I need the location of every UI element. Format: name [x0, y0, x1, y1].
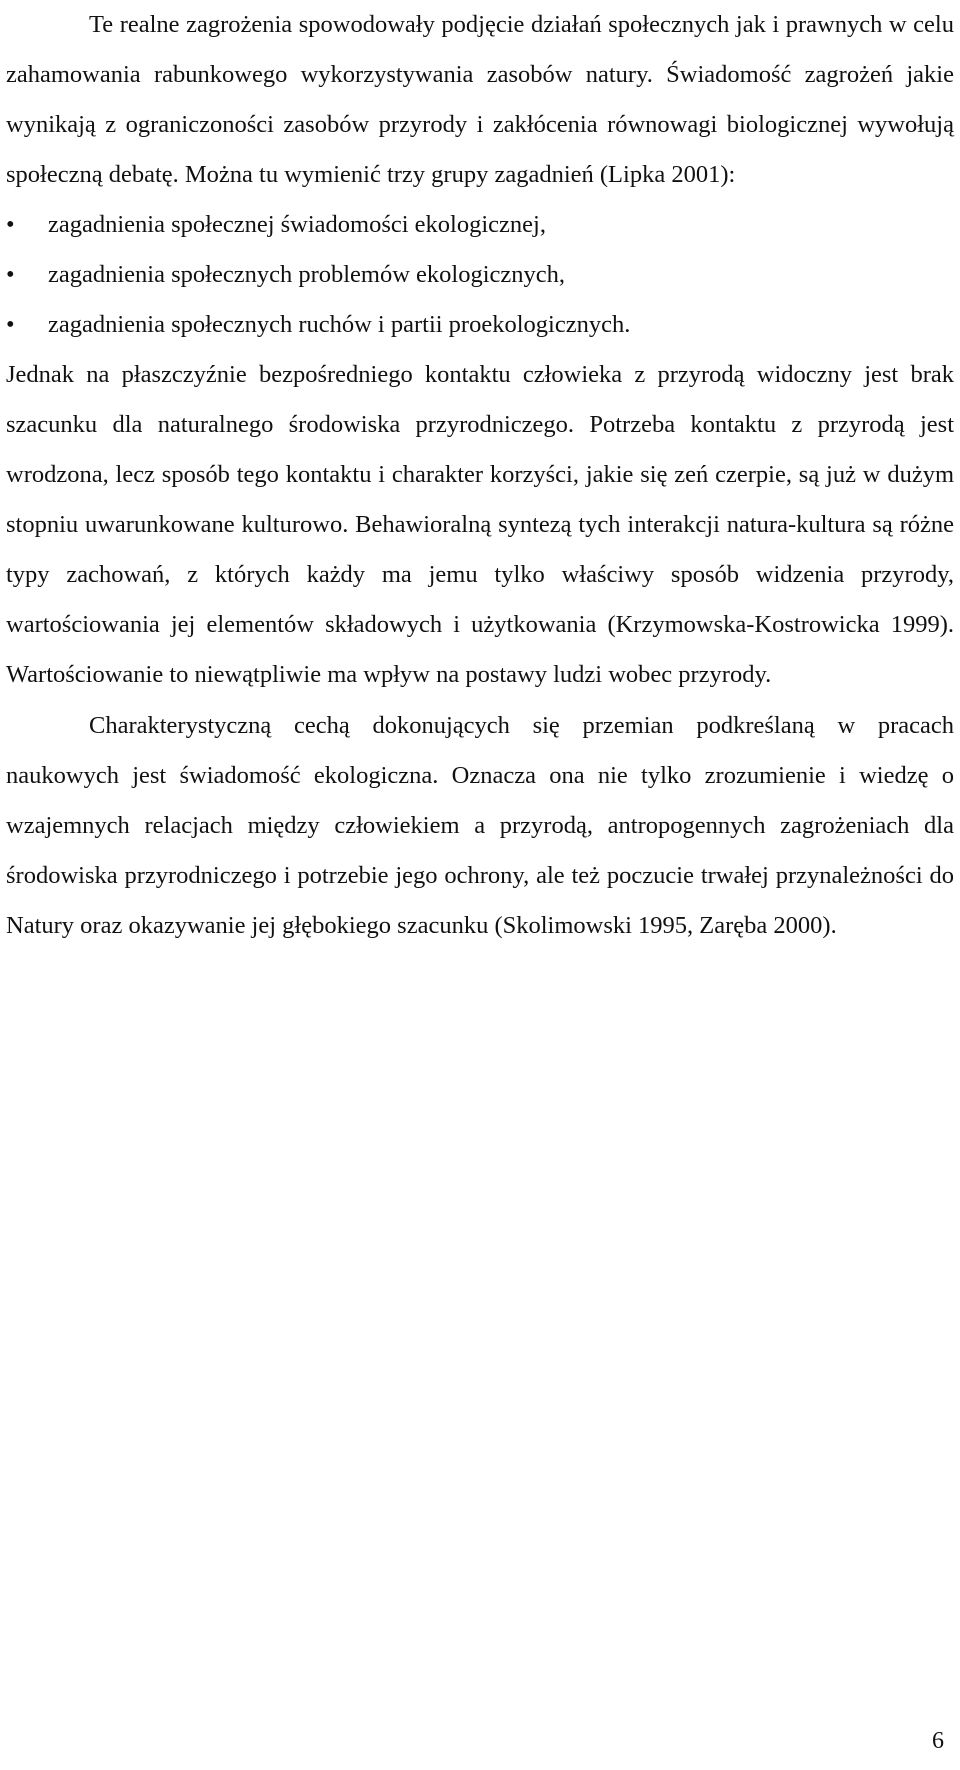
list-item	[6, 200, 954, 250]
paragraph-contact: Jednak na płaszczyźnie bezpośredniego kontaktu człowieka z przyrodą widoczny jest brak szacunku dla naturalnego środowiska przyrodniczego. Potrzeba kontaktu z przyrodą jest wrodzona, lecz sposób tego kontaktu i charakter korzyści, jakie się zeń czerpie, są już w dużym stopniu uwarunkowane kulturowo. Behawioralną syntezą tych interakcji natura-kultura są różne typy zachowań, z których każdy ma jemu tylko właściwy sposób widzenia przyrody, wartościowania jej elementów składowych i użytkowania (Krzymowska-Kostrowicka 1999). Wartościowanie to niewątpliwie ma wpływ na postawy ludzi wobec przyrody.	[6, 361, 954, 688]
bullet-icon: •	[6, 211, 15, 238]
list-item	[6, 300, 954, 350]
paragraph-intro: Te realne zagrożenia spowodowały podjęcie działań społecznych jak i prawnych w celu zahamowania rabunkowego wykorzystywania zasobów natury. Świadomość zagrożeń jakie wynikają z ograniczoności zasobów przyrody i zakłócenia równowagi biologicznej wywołują społeczną debatę. Można tu wymienić trzy grupy zagadnień (Lipka 2001):	[6, 11, 954, 188]
page-number: 6	[932, 1728, 944, 1754]
bullet-list	[6, 200, 954, 350]
document-body	[6, 0, 954, 951]
bullet-icon: •	[6, 261, 15, 288]
list-item-text: zagadnienia społecznych ruchów i partii proekologicznych.	[48, 311, 631, 338]
list-item-text: zagadnienia społecznej świadomości ekologicznej,	[48, 211, 546, 238]
list-item	[6, 250, 954, 300]
list-item-text: zagadnienia społecznych problemów ekologicznych,	[48, 261, 566, 288]
paragraph-awareness: Charakterystyczną cechą dokonujących się przemian podkreślaną w pracach naukowych jest świadomość ekologiczna. Oznacza ona nie tylko zrozumienie i wiedzę o wzajemnych relacjach między człowiekiem a przyrodą, antropogennych zagrożeniach dla środowiska przyrodniczego i potrzebie jego ochrony, ale też poczucie trwałej przynależności do Natury oraz okazywanie jej głębokiego szacunku (Skolimowski 1995, Zaręba 2000).	[6, 712, 954, 939]
bullet-icon: •	[6, 311, 15, 338]
